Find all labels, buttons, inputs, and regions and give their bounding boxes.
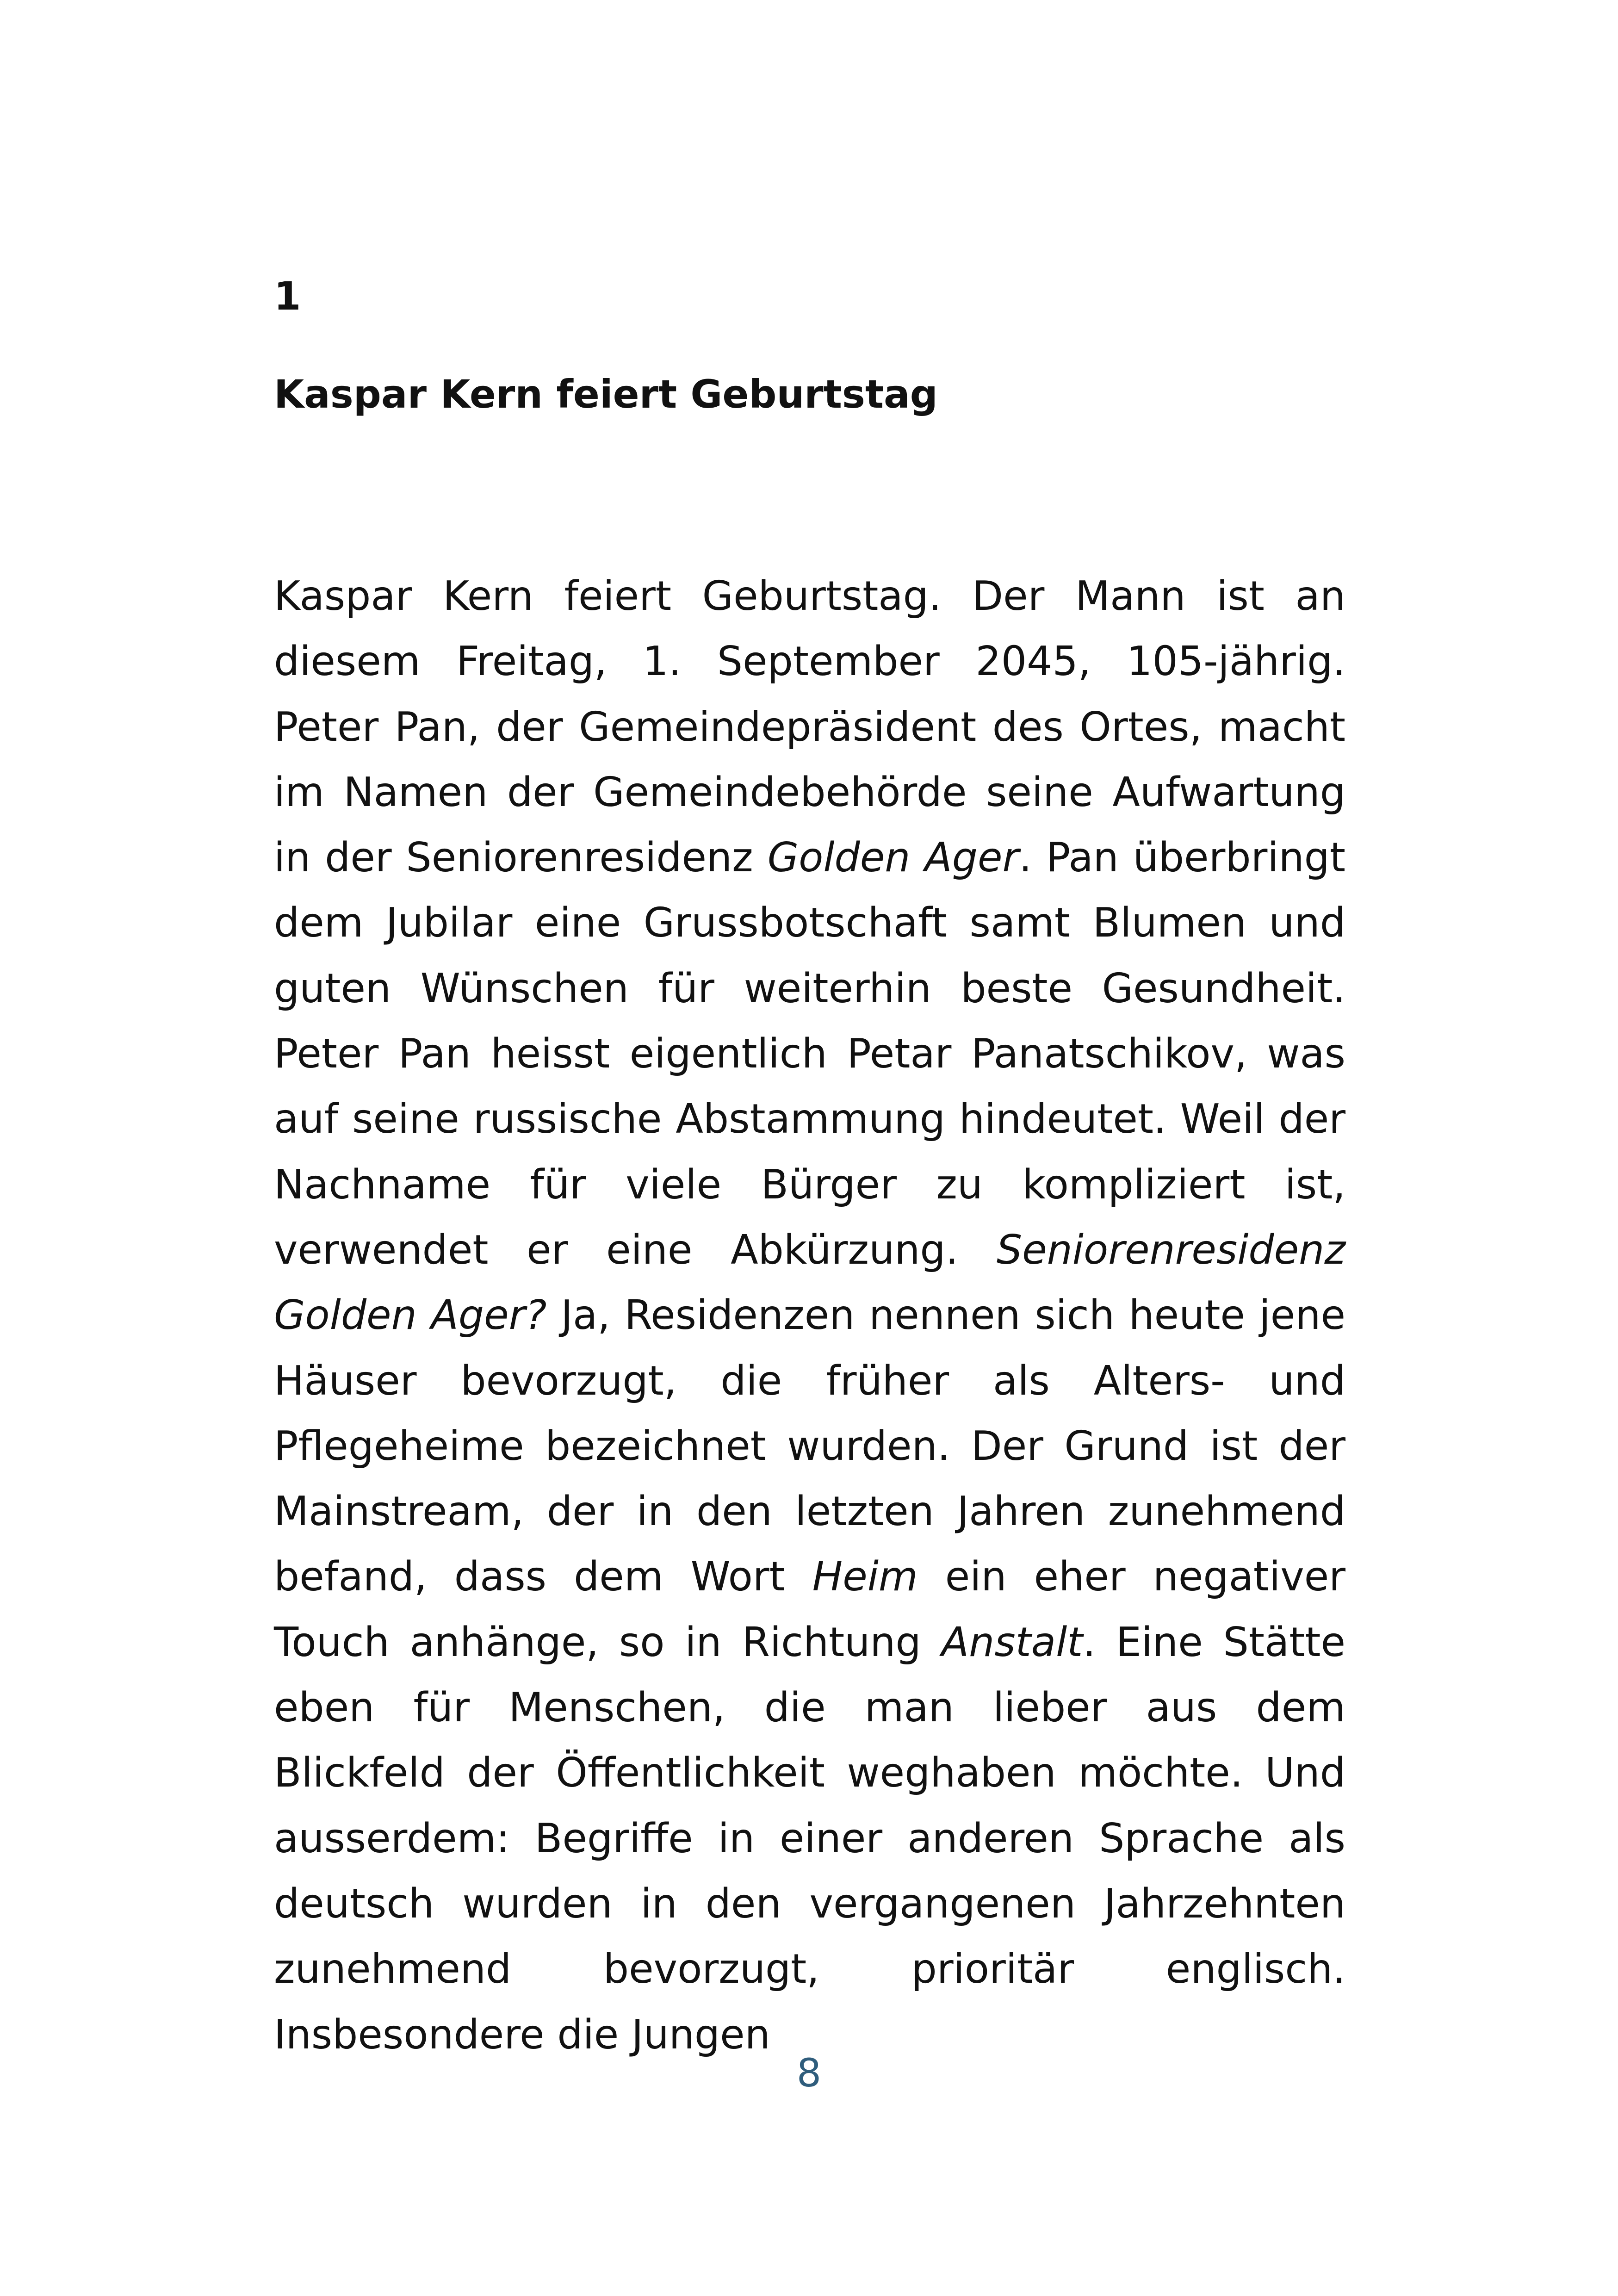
body-text-segment: . Eine Stätte eben für Menschen, die man lieber aus dem Blickfeld der Öffentlichkeit weghaben möchte. Und ausserdem: Begriffe in einer anderen Sprache als deutsch wurden in den vergangenen Jahrzehnten zunehmend bevorzugt, prioritär englisch. Insbesondere die Jungen xyxy=(274,1618,1346,2058)
body-text-segment: Kaspar Kern feiert Geburtstag. Der Mann ist an diesem Freitag, 1. September 2045, 105-jährig. Peter Pan, der Gemeindepräsident des Ortes, macht im Namen der Gemeindebehörde seine Aufwartung in der Seniorenresidenz xyxy=(274,572,1345,881)
emphasis-golden-ager: Golden Ager xyxy=(767,834,1019,881)
body-paragraph xyxy=(274,564,1345,2067)
body-text-segment: . Pan überbringt dem Jubilar eine Grussbotschaft samt Blumen und guten Wünschen für weiterhin beste Gesundheit. Peter Pan heisst eigentlich Petar Panatschikov, was auf seine russische Abstammung hindeutet. Weil der Nachname für viele Bürger zu kompliziert ist, verwendet er eine Abkürzung. xyxy=(274,834,1345,1273)
body-text-segment: Ja, Residenzen nennen sich heute jene Häuser bevorzugt, die früher als Alters- und Pflegeheime bezeichnet wurden. Der Grund ist der Mainstream, der in den letzten Jahren zunehmend befand, dass dem Wort xyxy=(274,1291,1345,1601)
emphasis-heim: Heim xyxy=(812,1553,918,1601)
page-number: 8 xyxy=(796,2050,822,2096)
chapter-title: Kaspar Kern feiert Geburtstag xyxy=(274,372,938,417)
emphasis-seniorenresidenz-golden-ager: Seniorenresidenz Golden Ager? xyxy=(274,1226,1345,1339)
emphasis-anstalt: Anstalt xyxy=(941,1618,1083,1666)
chapter-number: 1 xyxy=(274,273,301,319)
body-text-segment: ein eher negativer Touch anhänge, so in Richtung xyxy=(274,1553,1345,1666)
